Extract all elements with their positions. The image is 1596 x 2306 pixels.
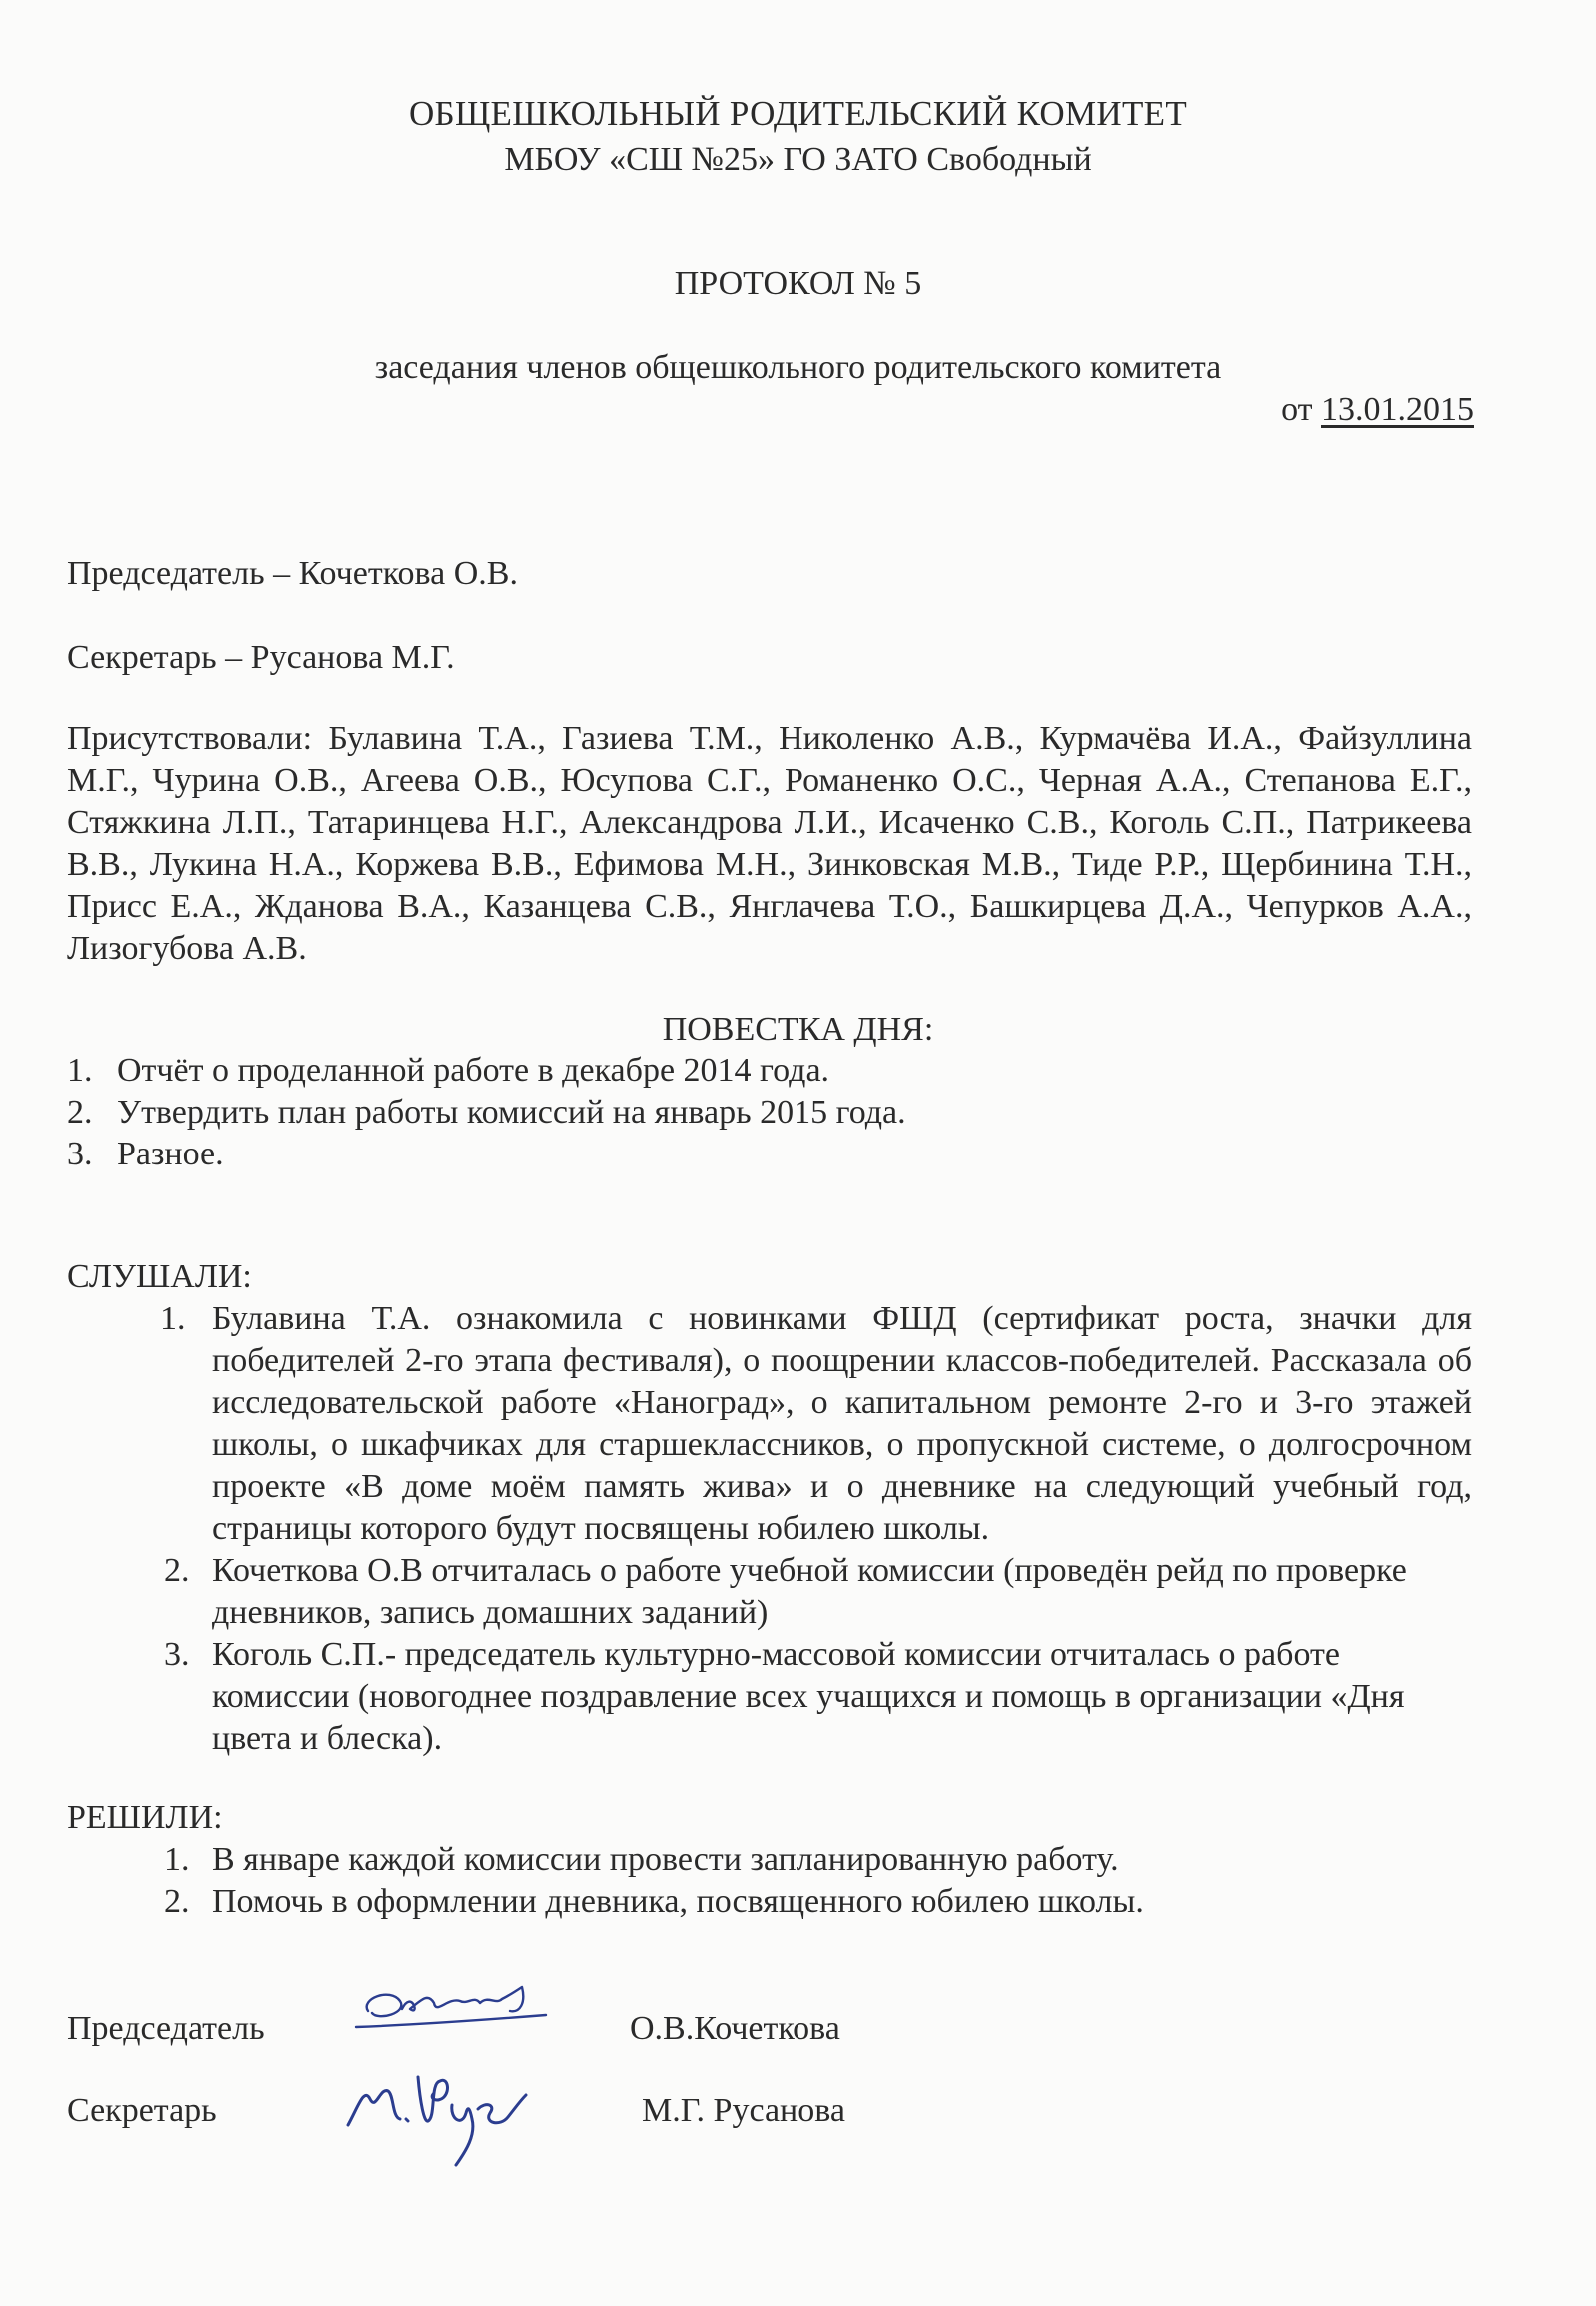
agenda-list bbox=[67, 1050, 1466, 1175]
heard-title: СЛУШАЛИ: bbox=[67, 1258, 252, 1295]
item-number: 2. bbox=[67, 1094, 93, 1131]
list-item bbox=[67, 1050, 1466, 1092]
item-number: 3. bbox=[67, 1136, 93, 1172]
list-item bbox=[160, 1298, 1472, 1550]
decided-title: РЕШИЛИ: bbox=[67, 1799, 223, 1836]
item-text: Помочь в оформлении дневника, посвященного юбилею школы. bbox=[212, 1883, 1144, 1920]
protocol-title: ПРОТОКОЛ № 5 bbox=[674, 265, 922, 302]
chair-line: Председатель – Кочеткова О.В. bbox=[67, 555, 518, 592]
list-item bbox=[160, 1550, 1472, 1634]
chair-signature-name: О.В.Кочеткова bbox=[630, 2010, 840, 2047]
item-number: 1. bbox=[164, 1841, 190, 1878]
item-text: Булавина Т.А. ознакомила с новинками ФШД (сертификат роста, значки для победителей 2-го этапа фестиваля), о поощрении классов-победителей. Рассказала об исследовательской работе «Наноград», о капитальном ремонте 2-го и 3-го этажей школы, о шкафчиках для старшеклассников, о пропускной системе, о долгосрочном проекте «В доме моём память жива» и о дневнике на следующий учебный год, страницы которого будут посвящены юбилею школы. bbox=[212, 1300, 1472, 1547]
item-text: В январе каждой комиссии провести запланированную работу. bbox=[212, 1841, 1119, 1878]
agenda-title: ПОВЕСТКА ДНЯ: bbox=[662, 1011, 934, 1048]
protocol-date: 13.01.2015 bbox=[1321, 391, 1474, 428]
present-list: Булавина Т.А., Газиева Т.М., Николенко А.В., Курмачёва И.А., Файзуллина М.Г., Чурина О.В., Агеева О.В., Юсупова С.Г., Романенко О.С., Черная А.А., Степанова Е.Г., Стяжкина Л.П., Татаринцева Н.Г., Александрова Л.И., Исаченко С.В., Коголь С.П., Патрикеева В.В., Лукина Н.А., Коржева В.В., Ефимова М.Н., Зинковская М.В., Тиде Р.Р., Щербинина Т.Н., Присс Е.А., Жданова В.А., Казанцева С.В., Янглачева Т.О., Башкирцева Д.А., Чепурков А.А., Лизогубова А.В. bbox=[67, 720, 1473, 967]
item-text: Утвердить план работы комиссий на январь 2015 года. bbox=[117, 1094, 906, 1131]
list-item bbox=[67, 1092, 1466, 1134]
list-item bbox=[160, 1881, 1472, 1923]
header-line-2: МБОУ «СШ №25» ГО ЗАТО Свободный bbox=[504, 141, 1092, 178]
item-text: Отчёт о проделанной работе в декабре 2014 года. bbox=[117, 1052, 830, 1089]
date-prefix: от bbox=[1281, 391, 1321, 428]
list-item bbox=[160, 1839, 1472, 1881]
chair-signature-label: Председатель bbox=[67, 2010, 265, 2047]
list-item bbox=[67, 1134, 1466, 1175]
present-paragraph bbox=[67, 718, 1472, 970]
protocol-subtitle: заседания членов общешкольного родительского комитета bbox=[374, 349, 1222, 386]
present-label: Присутствовали: bbox=[67, 720, 313, 757]
item-number: 1. bbox=[67, 1052, 93, 1089]
item-text: Коголь С.П.- председатель культурно-массовой комиссии отчиталась о работе комиссии (новогоднее поздравление всех учащихся и помощь в организации «Дня цвета и блеска). bbox=[212, 1636, 1405, 1757]
secretary-signature-name: М.Г. Русанова bbox=[642, 2092, 845, 2129]
item-number: 1. bbox=[160, 1300, 186, 1337]
list-item bbox=[160, 1634, 1472, 1760]
secretary-line: Секретарь – Русанова М.Г. bbox=[67, 639, 455, 676]
header-line-1: ОБЩЕШКОЛЬНЫЙ РОДИТЕЛЬСКИЙ КОМИТЕТ bbox=[408, 94, 1188, 133]
item-number: 3. bbox=[164, 1636, 190, 1673]
item-number: 2. bbox=[164, 1883, 190, 1920]
item-text: Разное. bbox=[117, 1136, 224, 1172]
secretary-signature-label: Секретарь bbox=[67, 2092, 217, 2129]
protocol-date-line bbox=[1281, 388, 1474, 432]
secretary-signature-icon bbox=[340, 2047, 540, 2177]
decided-list bbox=[160, 1839, 1472, 1923]
item-number: 2. bbox=[164, 1552, 190, 1589]
item-text: Кочеткова О.В отчиталась о работе учебной комиссии (проведён рейд по проверке дневников, запись домашних заданий) bbox=[212, 1552, 1407, 1631]
chair-signature-icon bbox=[350, 1969, 560, 2049]
heard-list bbox=[160, 1298, 1472, 1760]
